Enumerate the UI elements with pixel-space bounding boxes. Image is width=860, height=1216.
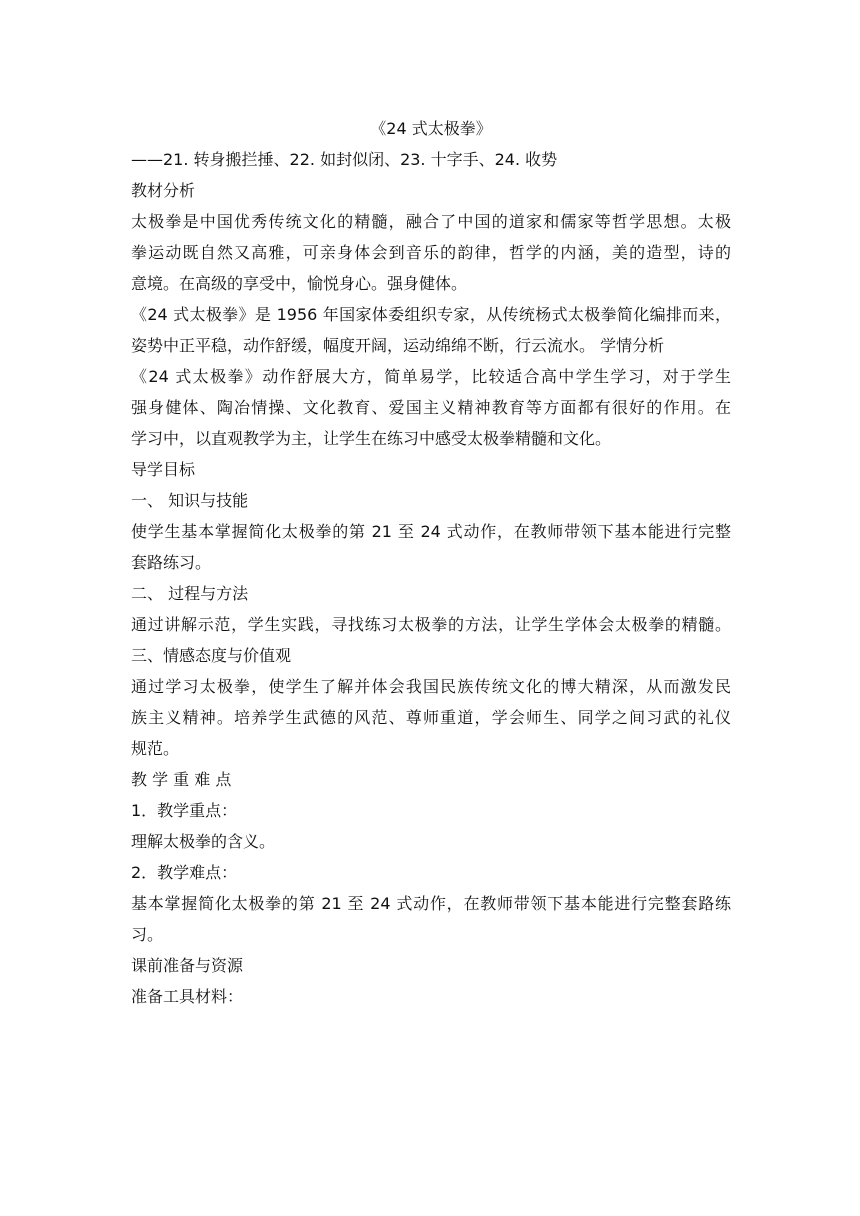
section-heading-prep: 课前准备与资源 (131, 956, 244, 975)
paragraph-line: 通过讲解示范，学生实践，寻找练习太极拳的方法，让学生学体会太极拳的精髓。 (131, 615, 731, 634)
paragraph-line: 《24 式太极拳》动作舒展大方，简单易学，比较适合高中学生学习，对于学生 (131, 367, 731, 386)
paragraph-line: 姿势中正平稳，动作舒缓，幅度开阔，运动绵绵不断，行云流水。 学情分析 (131, 336, 665, 355)
paragraph-line: 准备工具材料： (131, 987, 244, 1006)
document-body (131, 113, 731, 1012)
paragraph-line: 学习中，以直观教学为主，让学生在练习中感受太极拳精髓和文化。 (131, 429, 612, 448)
keypoint-heading-focus: 1．教学重点： (131, 801, 238, 820)
paragraph-line: 意境。在高级的享受中，愉悦身心。强身健体。 (131, 274, 468, 293)
section-heading-material: 教材分析 (131, 181, 196, 200)
goal-heading-knowledge: 一、 知识与技能 (131, 491, 249, 510)
paragraph-line: 太极拳是中国优秀传统文化的精髓，融合了中国的道家和儒家等哲学思想。太极 (131, 212, 731, 231)
paragraph-line: 习。 (131, 925, 164, 944)
paragraph-line: 通过学习太极拳，使学生了解并体会我国民族传统文化的博大精深，从而激发民 (131, 677, 731, 696)
paragraph-line: 套路练习。 (131, 553, 212, 572)
paragraph-line: 理解太极拳的含义。 (131, 832, 276, 851)
keypoint-heading-difficulty: 2．教学难点： (131, 863, 238, 882)
paragraph-line: 使学生基本掌握简化太极拳的第 21 至 24 式动作，在教师带领下基本能进行完整 (131, 522, 731, 541)
section-heading-goals: 导学目标 (131, 460, 196, 479)
goal-heading-attitude: 三、情感态度与价值观 (131, 646, 292, 665)
paragraph-line: 拳运动既自然又高雅，可亲身体会到音乐的韵律，哲学的内涵，美的造型，诗的 (131, 243, 731, 262)
paragraph-line: 强身健体、陶冶情操、文化教育、爱国主义精神教育等方面都有很好的作用。在 (131, 398, 731, 417)
document-subtitle: ——21. 转身搬拦捶、22. 如封似闭、23. 十字手、24. 收势 (131, 150, 558, 169)
paragraph-line: 《24 式太极拳》是 1956 年国家体委组织专家，从传统杨式太极拳简化编排而来， (131, 305, 731, 324)
document-title: 《24 式太极拳》 (370, 119, 492, 138)
goal-heading-process: 二、 过程与方法 (131, 584, 249, 603)
paragraph-line: 规范。 (131, 739, 180, 758)
section-heading-keypoints: 教 学 重 难 点 (131, 770, 232, 789)
paragraph-line: 基本掌握简化太极拳的第 21 至 24 式动作，在教师带领下基本能进行完整套路练 (131, 894, 731, 913)
paragraph-line: 族主义精神。培养学生武德的风范、尊师重道，学会师生、同学之间习武的礼仪 (131, 708, 731, 727)
